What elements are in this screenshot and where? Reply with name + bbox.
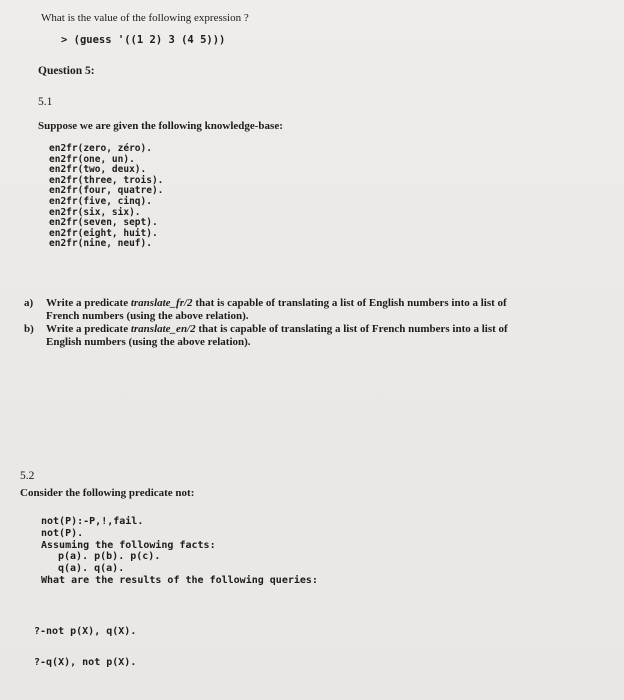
prolog-code bbox=[41, 516, 318, 587]
kb-fact: en2fr(zero, zéro). bbox=[49, 143, 152, 154]
assuming-line: Assuming the following facts: bbox=[41, 539, 216, 551]
section-5-2-number: 5.2 bbox=[20, 470, 35, 482]
section-5-1-number: 5.1 bbox=[38, 96, 53, 108]
query-1: ?-not p(X), q(X). bbox=[34, 626, 137, 637]
question-prompt: What is the value of the following expression ? bbox=[41, 12, 249, 24]
query-2: ?-q(X), not p(X). bbox=[34, 657, 137, 668]
guess-expression: > (guess '((1 2) 3 (4 5))) bbox=[61, 34, 226, 46]
kb-fact: en2fr(nine, neuf). bbox=[49, 238, 152, 250]
q-facts: q(a). q(a). bbox=[58, 563, 125, 575]
kb-fact: en2fr(two, deux). bbox=[49, 164, 147, 176]
p-facts: p(a). p(b). p(c). bbox=[58, 551, 161, 563]
kb-fact: en2fr(three, trois). bbox=[49, 174, 164, 186]
not-fact: not(P). bbox=[41, 527, 84, 539]
kb-fact: en2fr(five, cinq). bbox=[49, 195, 152, 207]
kb-fact: en2fr(six, six). bbox=[49, 206, 141, 218]
task-b-marker: b) bbox=[24, 323, 34, 335]
queries-question: What are the results of the following queries: bbox=[41, 574, 318, 586]
task-a-continuation: French numbers (using the above relation). bbox=[46, 310, 249, 322]
kb-fact: en2fr(one, un). bbox=[49, 153, 135, 165]
task-a-text-pre: Write a predicate bbox=[46, 297, 131, 309]
question-5-title: Question 5: bbox=[38, 65, 95, 77]
predicate-not-intro: Consider the following predicate not: bbox=[20, 487, 195, 499]
task-a-predicate: translate_fr/2 bbox=[130, 297, 193, 309]
task-b-continuation: English numbers (using the above relation). bbox=[46, 336, 251, 348]
task-a-marker: a) bbox=[24, 297, 34, 309]
task-b-predicate: translate_en/2 bbox=[130, 323, 196, 335]
kb-fact: en2fr(seven, sept). bbox=[49, 217, 158, 229]
task-b-text-post: that is capable of translating a list of French numbers into a list of bbox=[195, 323, 508, 335]
not-rule: not(P):-P,!,fail. bbox=[41, 516, 144, 527]
task-a-text-post: that is capable of translating a list of English numbers into a list of bbox=[192, 297, 507, 309]
task-b-text-pre: Write a predicate bbox=[46, 323, 131, 335]
kb-fact: en2fr(four, quatre). bbox=[49, 185, 164, 197]
knowledge-base bbox=[49, 144, 163, 250]
kb-fact: en2fr(eight, huit). bbox=[49, 227, 158, 239]
task-b bbox=[24, 323, 508, 349]
task-a bbox=[24, 297, 507, 323]
knowledge-base-intro: Suppose we are given the following knowledge-base: bbox=[38, 120, 283, 132]
